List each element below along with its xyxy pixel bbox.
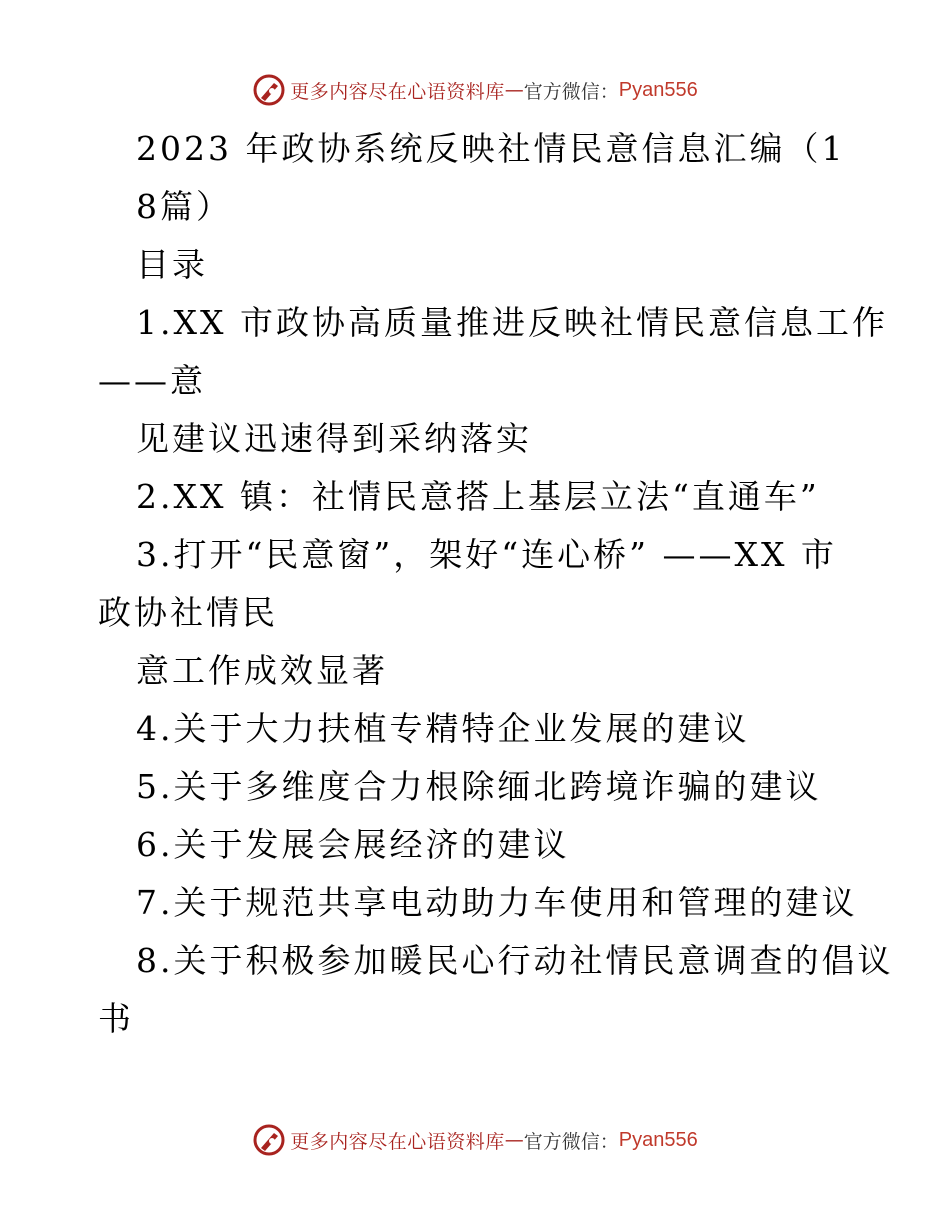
- toc-item-6: 6.关于发展会展经济的建议: [136, 825, 570, 864]
- toc-item-8: 8.关于积极参加暖民心行动社情民意调查的倡议: [136, 941, 894, 980]
- document-title-line-1: 2023 年政协系统反映社情民意信息汇编（1: [136, 129, 846, 168]
- toc-heading: 目录: [136, 245, 208, 284]
- pen-logo-icon: [252, 1123, 286, 1157]
- pen-logo-icon: [252, 73, 286, 107]
- watermark-wechat-id: Pyan556: [618, 1128, 698, 1151]
- toc-item-2: 2.XX 镇：社情民意搭上基层立法“直通车”: [136, 477, 820, 516]
- watermark-header: [0, 70, 950, 110]
- watermark-text: 更多内容尽在心语资料库: [290, 80, 505, 103]
- document-title-line-2: 8篇）: [136, 187, 232, 226]
- toc-item-1-continued: ——意: [98, 361, 206, 400]
- watermark-wechat-id: Pyan556: [618, 78, 698, 101]
- toc-item-1: 1.XX 市政协高质量推进反映社情民意信息工作: [136, 303, 888, 342]
- toc-item-7: 7.关于规范共享电动助力车使用和管理的建议: [136, 883, 858, 922]
- toc-item-3-continued: 政协社情民: [98, 593, 278, 632]
- toc-item-5: 5.关于多维度合力根除缅北跨境诈骗的建议: [136, 767, 822, 806]
- document-body: [98, 120, 894, 1048]
- watermark-dash: —: [504, 1129, 524, 1151]
- toc-item-1-continued-2: 见建议迅速得到采纳落实: [136, 419, 532, 458]
- watermark-footer: [0, 1120, 950, 1160]
- toc-item-4: 4.关于大力扶植专精特企业发展的建议: [136, 709, 750, 748]
- watermark-text: 更多内容尽在心语资料库: [290, 1130, 505, 1153]
- watermark-dash: —: [504, 79, 524, 101]
- watermark-wechat-label: 官方微信：: [523, 1130, 619, 1153]
- toc-item-3: 3.打开“民意窗”，架好“连心桥” ——XX 市: [136, 535, 837, 574]
- watermark-wechat-label: 官方微信：: [523, 80, 619, 103]
- toc-item-8-continued: 书: [98, 999, 134, 1038]
- toc-item-3-continued-2: 意工作成效显著: [136, 651, 388, 690]
